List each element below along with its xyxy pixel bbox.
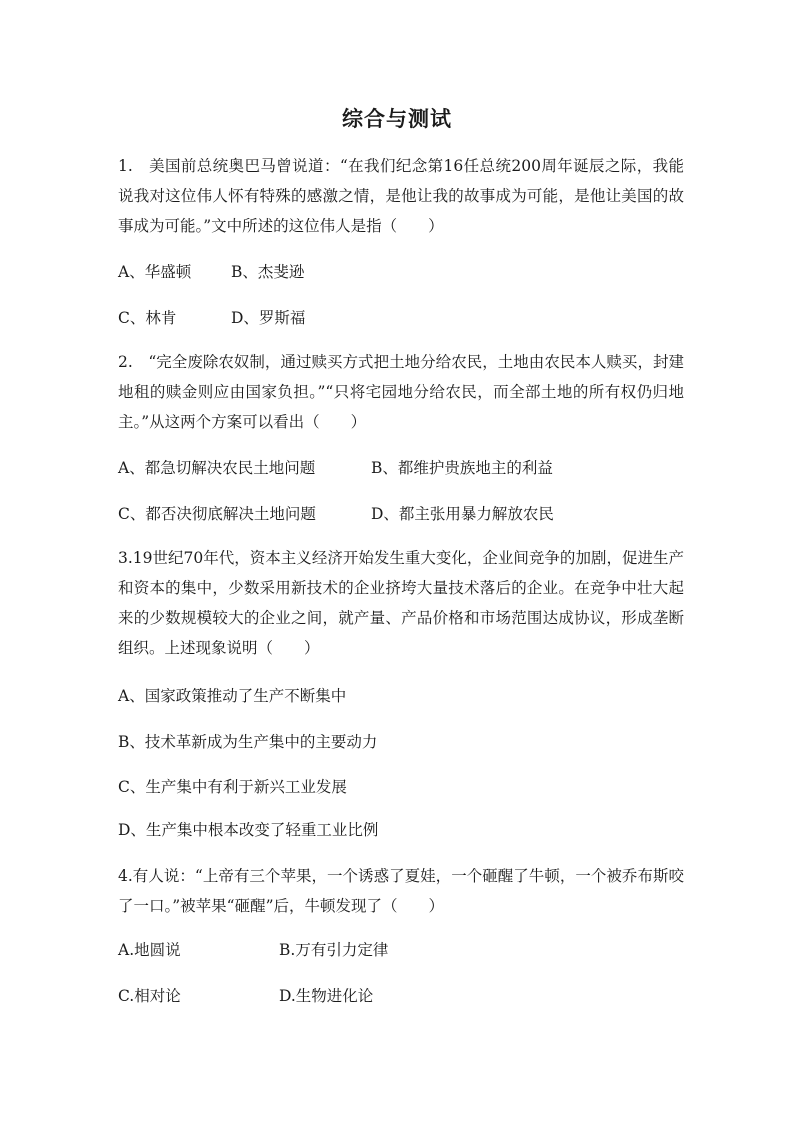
question-1-option-a: A、华盛顿 bbox=[118, 263, 192, 281]
question-3-option-a: A、国家政策推动了生产不断集中 bbox=[118, 687, 347, 705]
question-3-option-d: D、生产集中根本改变了轻重工业比例 bbox=[118, 821, 379, 839]
question-1-option-c: C、林肯 bbox=[118, 309, 177, 327]
question-2-option-d: D、都主张用暴力解放农民 bbox=[371, 505, 554, 523]
question-4-option-d: D.生物进化论 bbox=[279, 987, 374, 1005]
question-2-option-b: B、都维护贵族地主的利益 bbox=[371, 459, 553, 477]
question-4-option-c: C.相对论 bbox=[118, 987, 181, 1005]
question-4-stem: 4.有人说：“上帝有三个苹果，一个诱惑了夏娃，一个砸醒了牛顿，一个被乔布斯咬了一口。”被苹果“砸醒”后，牛顿发现了（ ） bbox=[118, 867, 684, 915]
question-4-option-b: B.万有引力定律 bbox=[279, 941, 389, 959]
question-1-option-d: D、罗斯福 bbox=[231, 309, 306, 327]
page-title: 综合与测试 bbox=[342, 106, 452, 131]
question-3-option-b: B、技术革新成为生产集中的主要动力 bbox=[118, 733, 378, 751]
question-1-stem: 1. 美国前总统奥巴马曾说道：“在我们纪念第16任总统200周年诞辰之际，我能说我对这位伟人怀有特殊的感激之情，是他让我的故事成为可能，是他让美国的故事成为可能。”文中所述的这位伟人是指（ ） bbox=[118, 157, 684, 235]
question-4-option-a: A.地圆说 bbox=[118, 941, 181, 959]
question-2-option-a: A、都急切解决农民土地问题 bbox=[118, 459, 316, 477]
question-3-option-c: C、生产集中有利于新兴工业发展 bbox=[118, 778, 347, 796]
question-3-stem: 3.19世纪70年代，资本主义经济开始发生重大变化，企业间竞争的加剧，促进生产和资本的集中，少数采用新技术的企业挤垮大量技术落后的企业。在竞争中壮大起来的少数规模较大的企业之间，就产量、产品价格和市场范围达成协议，形成垄断组织。上述现象说明（ ） bbox=[118, 549, 684, 657]
question-2-option-c: C、都否决彻底解决土地问题 bbox=[118, 505, 316, 523]
question-2-stem: 2. “完全废除农奴制，通过赎买方式把土地分给农民，土地由农民本人赎买，封建地租的赎金则应由国家负担。”“只将宅园地分给农民，而全部土地的所有权仍归地主。”从这两个方案可以看出（ ） bbox=[118, 353, 684, 431]
question-1-option-b: B、杰斐逊 bbox=[231, 263, 305, 281]
